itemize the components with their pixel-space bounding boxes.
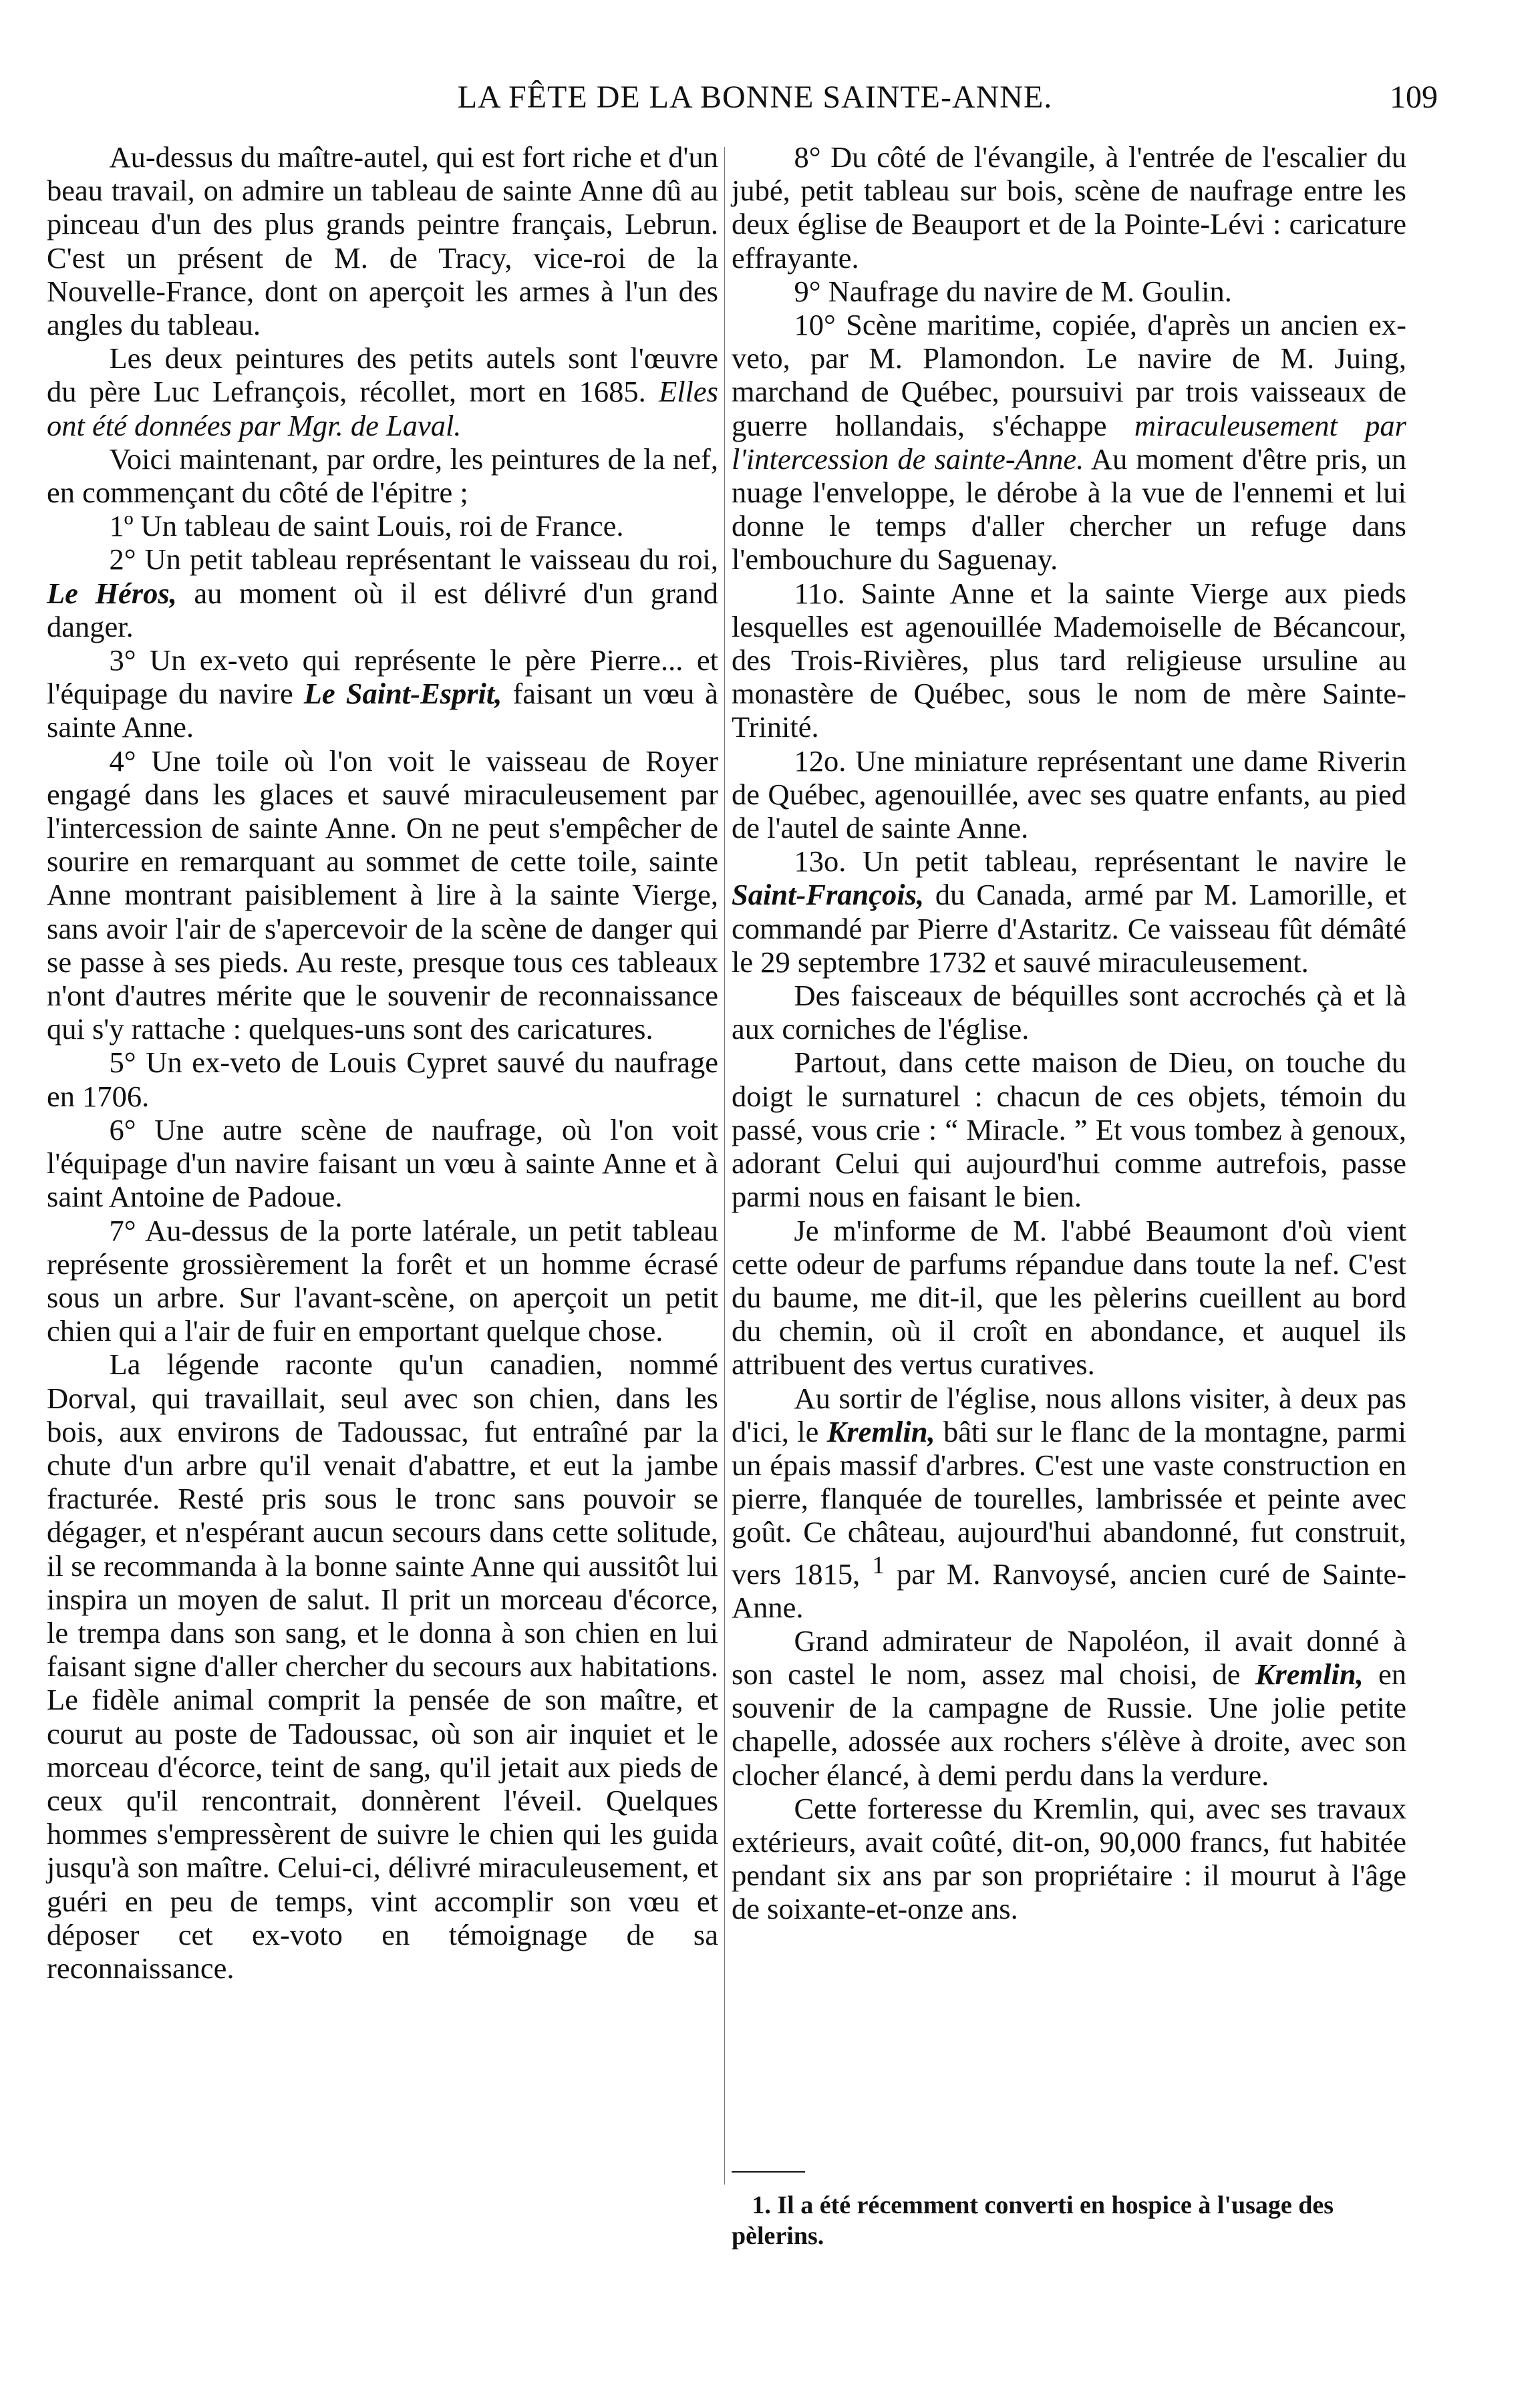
- text-run: 13o. Un petit tableau, représentant le navire le: [794, 844, 1406, 879]
- text-run: du Canada, armé par M. Lamorille, et commandé par Pierre d'Astaritz. Ce vaisseau fût démâté le 29 septembre 1732 et sauvé miraculeusement.: [732, 878, 1406, 979]
- footnote-rule: [732, 2171, 805, 2173]
- ship-name: Saint-François,: [732, 878, 925, 912]
- italic-text: miraculeusement par l'intercession de sainte-Anne.: [732, 408, 1406, 476]
- text-run: au moment où il est délivré d'un grand danger.: [47, 576, 719, 643]
- paragraph: 11o. Sainte Anne et la sainte Vierge aux pieds lesquelles est agenouillée Mademoiselle de Bécancour, des Trois-Rivières, plus tard religieuse ursuline au monastère de Québec, sous le nom de mère Sainte-Trinité.: [732, 576, 1406, 744]
- footnote: 1. Il a été récemment converti en hospice à l'usage des pèlerins.: [732, 2191, 1334, 2250]
- place-name: Kremlin,: [1255, 1657, 1364, 1691]
- paragraph: 12o. Une miniature représentant une dame Riverin de Québec, agenouillée, avec ses quatre enfants, au pied de l'autel de sainte Anne.: [732, 744, 1406, 845]
- text-run: faisant un vœu à sainte Anne.: [47, 677, 719, 744]
- paragraph: [732, 1624, 1406, 1792]
- text-run: Grand admirateur de Napoléon, il avait donné à son castel le nom, assez mal choisi, de: [732, 1623, 1406, 1691]
- paragraph: [47, 542, 718, 643]
- text-run: 3° Un ex-veto qui représente le père Pierre... et l'équipage du navire: [47, 643, 718, 711]
- paragraph: La légende raconte qu'un canadien, nommé Dorval, qui travaillait, seul avec son chien, dans les bois, aux environs de Tadoussac, fut entraîné par la chute d'un arbre qu'il venait d'abattre, et eut la jambe fracturée. Resté pris sous le tronc sans pouvoir se dégager, et n'espérant aucun secours dans cette solitude, il se recommanda à la bonne sainte Anne qui aussitôt lui inspira un moyen de salut. Il prit un morceau d'écorce, le trempa dans son sang, et le donna à son chien en lui faisant signe d'aller chercher du secours aux habitations. Le fidèle animal comprit la pensée de son maître, et courut au poste de Tadoussac, où son air inquiet et le morceau d'écorce, teint de sang, qu'il jetait aux pieds de ceux qu'il rencontrait, donnèrent l'éveil. Quelques hommes s'empressèrent de suivre le chien qui les guida jusqu'à son maître. Celui-ci, délivré miraculeusement, et guéri en peu de temps, vint accomplir son vœu et déposer cet ex-voto en témoignage de sa reconnaissance.: [47, 1347, 718, 1985]
- text-run: Au moment d'être pris, un nuage l'enveloppe, le dérobe à la vue de l'ennemi et lui donne le temps d'aller chercher un refuge dans l'embouchure du Saguenay.: [732, 442, 1406, 577]
- footnote-reference: 1: [872, 1551, 885, 1579]
- paragraph: Cette forteresse du Kremlin, qui, avec ses travaux extérieurs, avait coûté, dit-on, 90,000 francs, fut habitée pendant six ans par son propriétaire : il mourut à l'âge de soixante-et-onze ans.: [732, 1791, 1406, 1926]
- ship-name: Le Héros,: [47, 576, 177, 610]
- paragraph: [732, 308, 1406, 577]
- ship-name: Le Saint-Esprit,: [303, 677, 502, 711]
- paragraph: 5° Un ex-veto de Louis Cypret sauvé du naufrage en 1706.: [47, 1046, 718, 1113]
- text-run: bâti sur le flanc de la montagne, parmi un épais massif d'arbres. C'est une vaste construction en pierre, flanquée de tourelles, lambrissée et peinte avec goût. Ce château, aujourd'hui abandonné, fut construit, vers 1815,: [732, 1414, 1407, 1591]
- paragraph: [732, 844, 1406, 979]
- paragraph: Je m'informe de M. l'abbé Beaumont d'où vient cette odeur de parfums répandue dans toute la nef. C'est du baume, me dit-il, que les pèlerins cueillent au bord du chemin, où il croît en abondance, et auquel ils attribuent des vertus curatives.: [732, 1213, 1406, 1382]
- text-run: par M. Ranvoysé, ancien curé de Sainte-Anne.: [732, 1557, 1407, 1624]
- paragraph: Partout, dans cette maison de Dieu, on touche du doigt le surnaturel : chacun de ces objets, témoin du passé, vous crie : “ Miracle. ” Et vous tombez à genoux, adorant Celui qui aujourd'hui comme autrefois, passe parmi nous en faisant le bien.: [732, 1046, 1406, 1214]
- left-column: [47, 140, 718, 1985]
- italic-text: Elles ont été données par Mgr. de Laval.: [47, 375, 718, 442]
- paragraph: 6° Une autre scène de naufrage, où l'on voit l'équipage d'un navire faisant un vœu à sainte Anne et à saint Antoine de Padoue.: [47, 1112, 718, 1214]
- paragraph: Au-dessus du maître-autel, qui est fort riche et d'un beau travail, on admire un tableau de sainte Anne dû au pinceau d'un des plus grands peintre français, Lebrun. C'est un présent de M. de Tracy, vice-roi de la Nouvelle-France, dont on aperçoit les armes à l'un des angles du tableau.: [47, 140, 718, 342]
- paragraph: Voici maintenant, par ordre, les peintures de la nef, en commençant du côté de l'épitre ;: [47, 442, 718, 510]
- column-divider: [724, 147, 725, 2185]
- paragraph: 4° Une toile où l'on voit le vaisseau de Royer engagé dans les glaces et sauvé miraculeusement par l'intercession de sainte Anne. On ne peut s'empêcher de sourire en remarquant au sommet de cette toile, sainte Anne montrant paisiblement à lire à la sainte Vierge, sans avoir l'air de s'apercevoir de la scène de danger qui se passe à ses pieds. Au reste, presque tous ces tableaux n'ont d'autres mérite que le souvenir de reconnaissance qui s'y rattache : quelques-uns sont des caricatures.: [47, 744, 718, 1046]
- text-run: Au sortir de l'église, nous allons visiter, à deux pas d'ici, le: [732, 1381, 1406, 1448]
- paragraph: [47, 643, 718, 744]
- paragraph: Des faisceaux de béquilles sont accrochés çà et là aux corniches de l'église.: [732, 979, 1406, 1046]
- place-name: Kremlin,: [826, 1414, 935, 1448]
- paragraph: [732, 1382, 1406, 1624]
- paragraph: 1º Un tableau de saint Louis, roi de France.: [109, 509, 624, 543]
- right-column: [732, 140, 1406, 1926]
- paragraph: 7° Au-dessus de la porte latérale, un petit tableau représente grossièrement la forêt et un homme écrasé sous un arbre. Sur l'avant-scène, on aperçoit un petit chien qui a l'air de fuir en emportant quelque chose.: [47, 1213, 718, 1348]
- paragraph: [47, 341, 718, 442]
- running-title: LA FÊTE DE LA BONNE SAINTE-ANNE.: [457, 79, 1053, 115]
- paragraph: 8° Du côté de l'évangile, à l'entrée de l'escalier du jubé, petit tableau sur bois, scène de naufrage entre les deux église de Beauport et de la Pointe-Lévi : caricature effrayante.: [732, 140, 1406, 275]
- text-run: 10° Scène maritime, copiée, d'après un ancien ex-veto, par M. Plamondon. Le navire de M. Juing, marchand de Québec, poursuivi par trois vaisseaux de guerre hollandais, s'échappe: [732, 308, 1406, 442]
- page-number: 109: [1390, 79, 1438, 115]
- text-run: Les deux peintures des petits autels sont l'œuvre du père Luc Lefrançois, récollet, mort en 1685.: [47, 341, 718, 409]
- text-run: en souvenir de la campagne de Russie. Une jolie petite chapelle, adossée aux rochers s'élève à droite, avec son clocher élancé, à demi perdu dans la verdure.: [732, 1657, 1406, 1792]
- text-run: 2° Un petit tableau représentant le vaisseau du roi,: [109, 542, 718, 577]
- paragraph: 9° Naufrage du navire de M. Goulin.: [794, 274, 1232, 308]
